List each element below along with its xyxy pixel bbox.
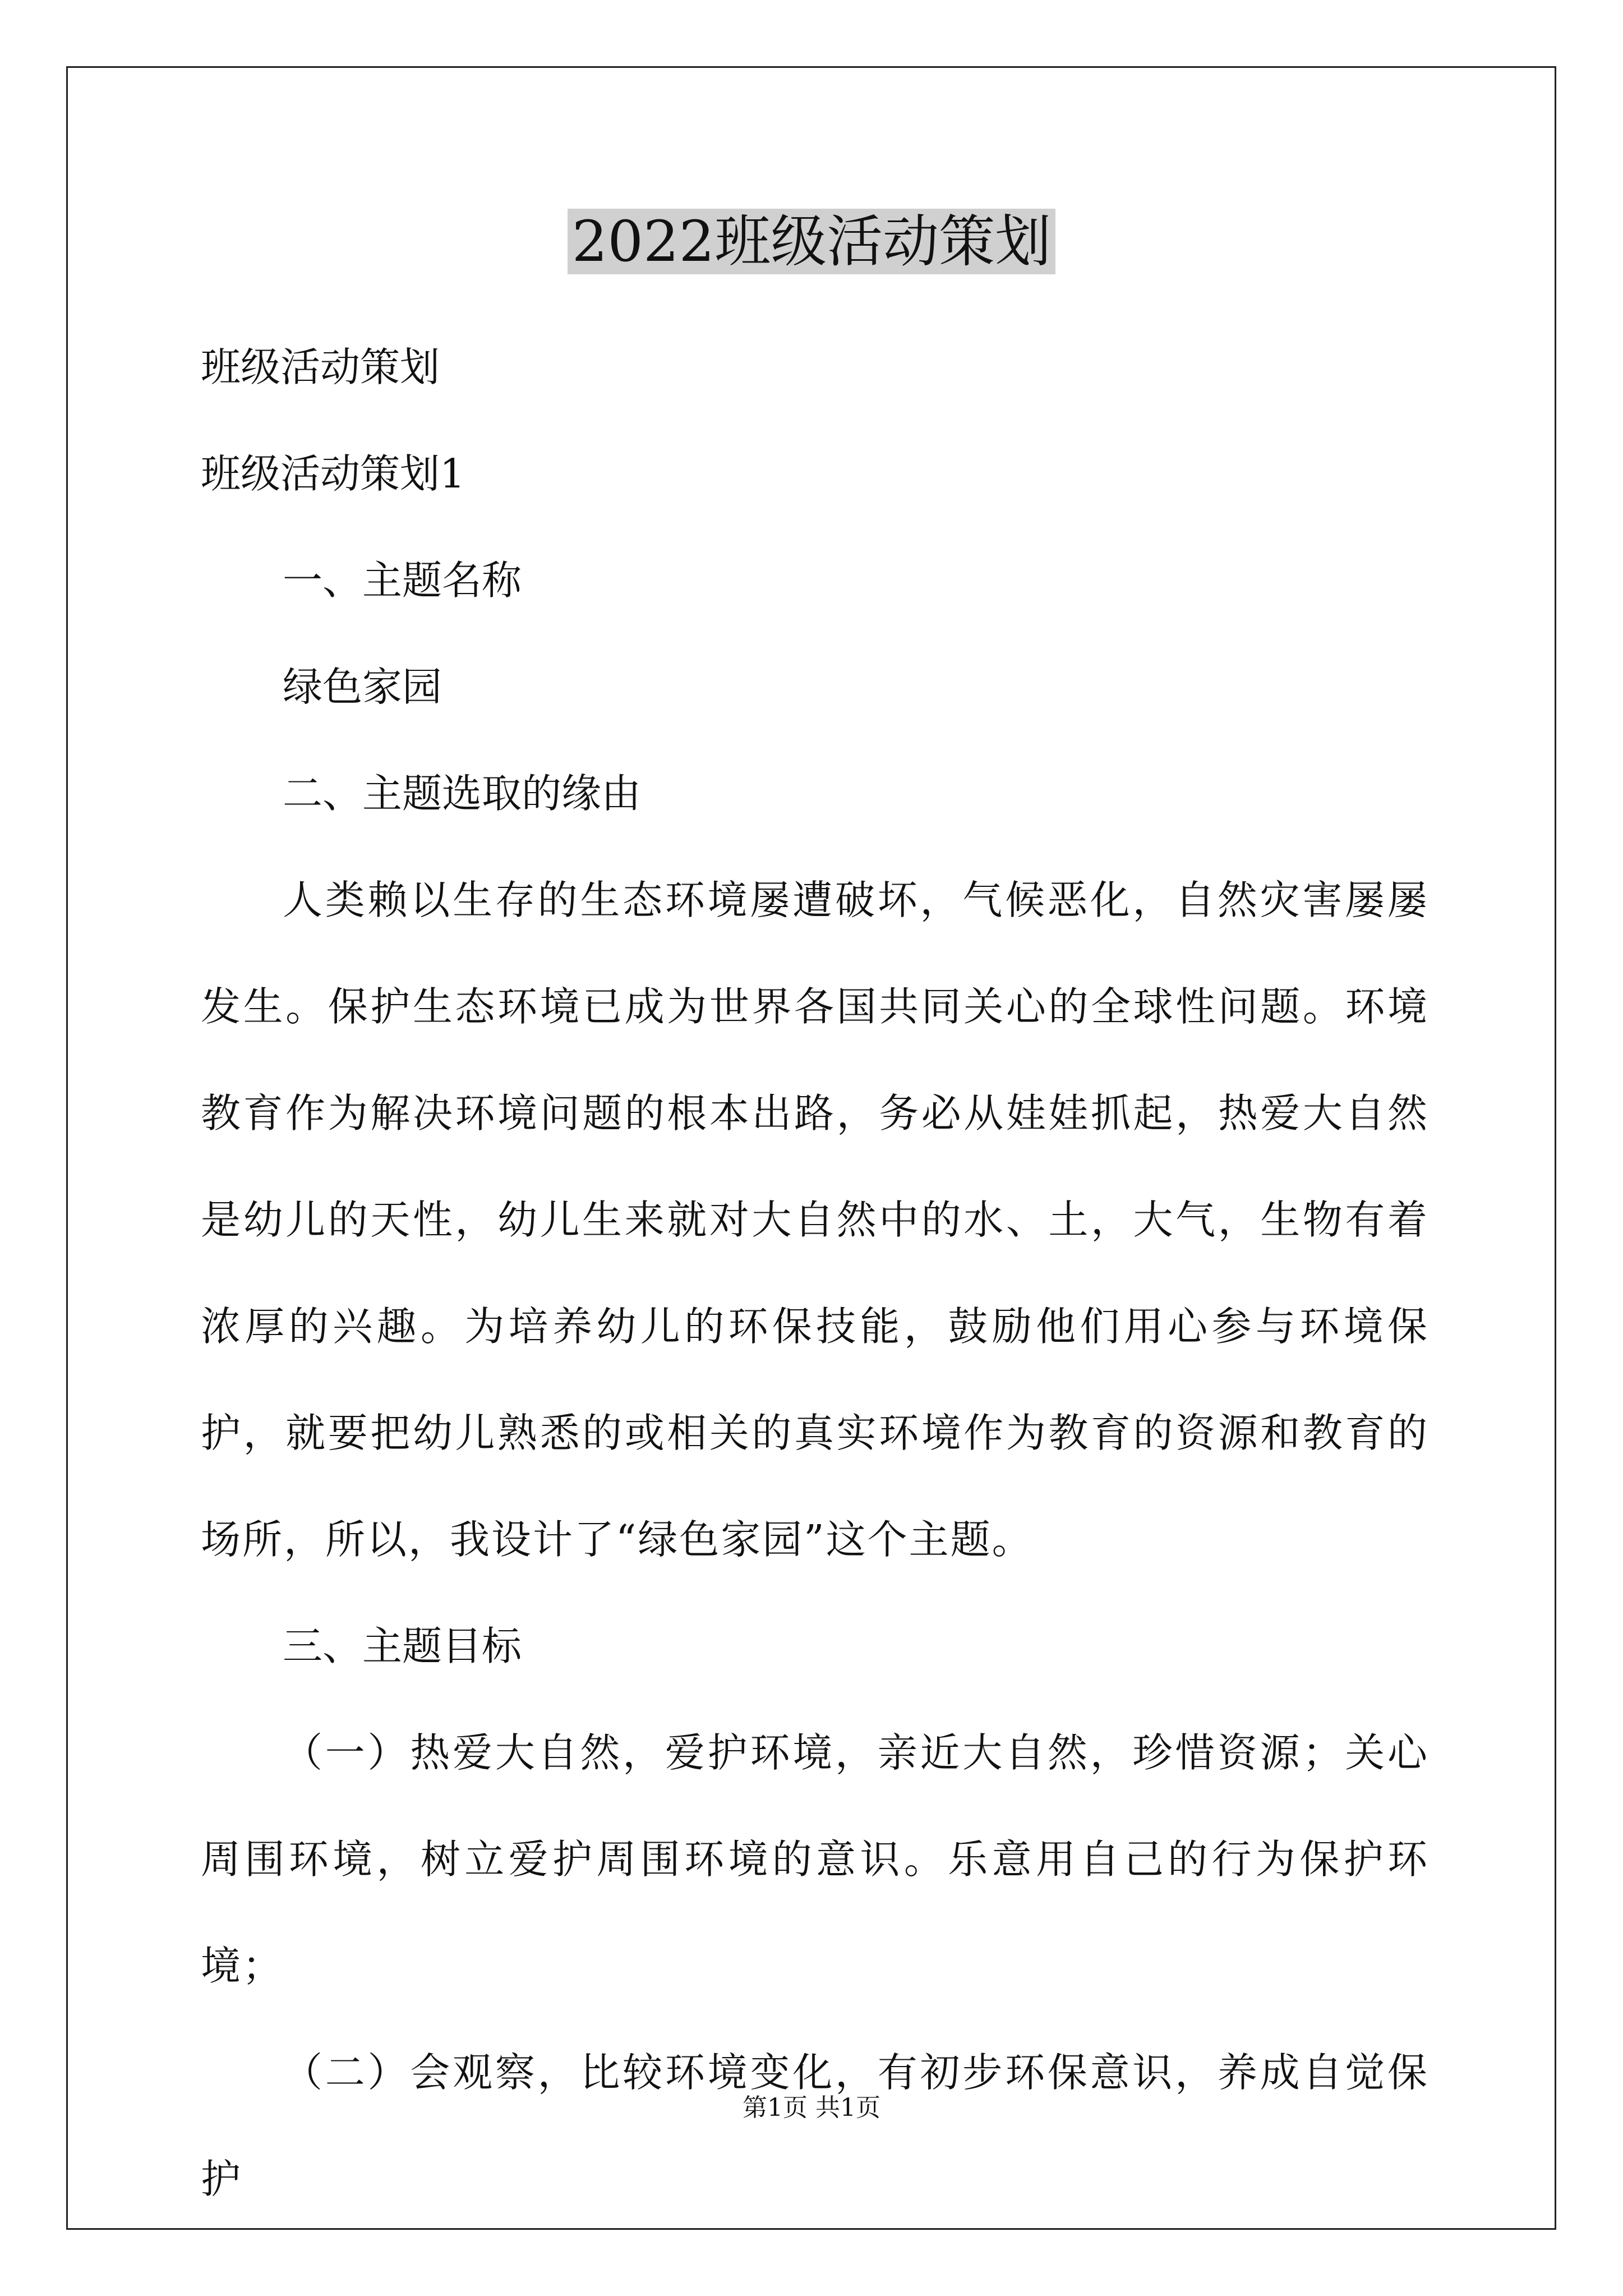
paragraph-reason: 人类赖以生存的生态环境屡遭破坏，气候恶化，自然灾害屡屡发生。保护生态环境已成为世界各国共同关心的全球性问题。环境教育作为解决环境问题的根本出路，务必从娃娃抓起，热爱大自然是幼儿的天性，幼儿生来就对大自然中的水、土，大气，生物有着浓厚的兴趣。为培养幼儿的环保技能，鼓励他们用心参与环境保护，就要把幼儿熟悉的或相关的真实环境作为教育的资源和教育的场所，所以，我设计了“绿色家园”这个主题。 (201, 877, 1429, 1563)
document-title (0, 205, 1623, 278)
document-body (201, 314, 1429, 2233)
page-number: 第1页 共1页 (743, 2093, 880, 2122)
heading: 班级活动策划 (201, 344, 440, 390)
section-heading-2: 二、主题选取的缘由 (283, 770, 642, 817)
section-heading-1: 一、主题名称 (283, 557, 522, 604)
goal-item-1: （一）热爱大自然，爱护环境，亲近大自然，珍惜资源；关心周围环境，树立爱护周围环境的意识。乐意用自己的行为保护环境； (201, 1729, 1429, 1989)
document-title-text: 2022班级活动策划 (568, 209, 1056, 274)
theme-name: 绿色家园 (283, 664, 442, 710)
heading-1: 班级活动策划1 (201, 450, 465, 497)
goal-item-2: （二）会观察，比较环境变化，有初步环保意识，养成自觉保护 (201, 2049, 1429, 2202)
section-heading-3: 三、主题目标 (283, 1623, 522, 1669)
